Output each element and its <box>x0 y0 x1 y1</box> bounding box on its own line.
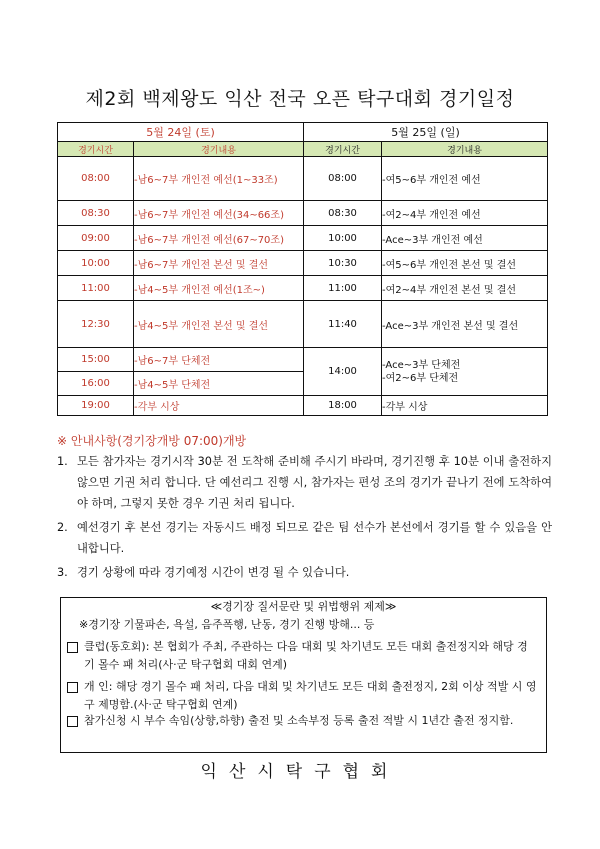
cell-time: 08:30 <box>58 201 134 226</box>
organization-name: 익산시탁구협회 <box>200 762 400 782</box>
table-row <box>58 396 548 416</box>
day1-header: 5월 24일 (토) <box>58 123 304 142</box>
cell-content: -남6~7부 개인전 예선(1~33조) <box>134 157 304 201</box>
checkbox-icon <box>67 716 78 727</box>
cell-content: -남6~7부 개인전 본선 및 결선 <box>134 251 304 276</box>
cell-time: 12:30 <box>58 301 134 348</box>
cell-time: 09:00 <box>58 226 134 251</box>
cell-time: 10:00 <box>304 226 382 251</box>
cell-time: 16:00 <box>58 372 134 396</box>
notice-text: 예선경기 후 본선 경기는 자동시드 배정 되므로 같은 팀 선수가 본선에서 경기를 할 수 있음을 안내합니다. <box>77 521 552 555</box>
cell-content: -남6~7부 개인전 예선(67~70조) <box>134 226 304 251</box>
page-title: 제2회 백제왕도 익산 전국 오픈 탁구대회 경기일정 <box>85 88 515 110</box>
cell-time: 10:00 <box>58 251 134 276</box>
notice-number: 3. <box>57 566 68 579</box>
notice-list <box>57 451 552 586</box>
rules-subtitle: ※경기장 기물파손, 욕설, 음주폭행, 난동, 경기 진행 방해... 등 <box>79 618 375 631</box>
cell-time: 08:00 <box>304 157 382 201</box>
cell-content: -Ace~3부 개인전 예선 <box>382 226 548 251</box>
rules-box <box>60 597 547 753</box>
team-event-line: -여2~6부 단체전 <box>382 372 459 384</box>
cell-content: -남4~5부 단체전 <box>134 372 304 396</box>
cell-time: 08:00 <box>58 157 134 201</box>
cell-content <box>382 348 548 396</box>
notice-text: 모든 참가자는 경기시작 30분 전 도착해 준비해 주시기 바라며, 경기진행 후 10분 이내 출전하지 않으면 기권 처리 합니다. 단 예선리그 진행 시, 참가자는 편성 조의 경기가 끝나기 전에 도착하여야 하며, 그렇지 못한 경우 기권 처리 됩니다. <box>77 455 552 510</box>
cell-time: 11:00 <box>304 276 382 301</box>
team-event-line: -Ace~3부 단체전 <box>382 359 461 371</box>
table-row <box>58 201 548 226</box>
notice-item <box>57 517 552 559</box>
notice-number: 2. <box>57 521 68 534</box>
col-content-1: 경기내용 <box>134 142 304 157</box>
cell-content: -각부 시상 <box>382 396 548 416</box>
cell-content: -여2~4부 개인전 예선 <box>382 201 548 226</box>
checkbox-icon <box>67 642 78 653</box>
notice-text: 경기 상황에 따라 경기예정 시간이 변경 될 수 있습니다. <box>77 566 350 579</box>
cell-content: -남4~5부 개인전 예선(1조~) <box>134 276 304 301</box>
cell-content: -각부 시상 <box>134 396 304 416</box>
col-time-1: 경기시간 <box>58 142 134 157</box>
table-row <box>58 276 548 301</box>
rule-text: 개 인: 해당 경기 몰수 패 처리, 다음 대회 및 차기년도 모든 대회 출전정지, 2회 이상 적발 시 영구 제명함.(사·군 탁구협회 연계) <box>84 680 537 711</box>
cell-time: 11:00 <box>58 276 134 301</box>
notice-title: ※ 안내사항(경기장개방 07:00)개방 <box>57 434 247 448</box>
checkbox-icon <box>67 682 78 693</box>
cell-time: 11:40 <box>304 301 382 348</box>
day2-header: 5월 25일 (일) <box>304 123 548 142</box>
table-row <box>58 157 548 201</box>
notice-number: 1. <box>57 455 68 468</box>
rules-title: ≪경기장 질서문란 및 위법행위 제제≫ <box>210 600 397 613</box>
cell-time: 10:30 <box>304 251 382 276</box>
rule-text: 참가신청 시 부수 속임(상향,하향) 출전 및 소속부정 등록 출전 적발 시 1년간 출전 정지함. <box>84 714 514 727</box>
cell-content: -남6~7부 단체전 <box>134 348 304 372</box>
table-row <box>58 226 548 251</box>
cell-time: 19:00 <box>58 396 134 416</box>
rule-item <box>67 638 537 674</box>
notice-item <box>57 451 552 514</box>
cell-content: -남4~5부 개인전 본선 및 결선 <box>134 301 304 348</box>
cell-content: -여2~4부 개인전 본선 및 결선 <box>382 276 548 301</box>
notice-item <box>57 562 552 583</box>
rule-item <box>67 712 537 730</box>
cell-time: 18:00 <box>304 396 382 416</box>
rule-text: 클럽(동호회): 본 협회가 주최, 주관하는 다음 대회 및 차기년도 모든 대회 출전정지와 해당 경기 몰수 패 처리(사·군 탁구협회 대회 연계) <box>84 640 528 671</box>
cell-content: -남6~7부 개인전 예선(34~66조) <box>134 201 304 226</box>
col-content-2: 경기내용 <box>382 142 548 157</box>
cell-content: -여5~6부 개인전 예선 <box>382 157 548 201</box>
cell-time: 15:00 <box>58 348 134 372</box>
cell-time: 14:00 <box>304 348 382 396</box>
cell-content: -여5~6부 개인전 본선 및 결선 <box>382 251 548 276</box>
table-row <box>58 251 548 276</box>
col-time-2: 경기시간 <box>304 142 382 157</box>
rule-item <box>67 678 537 714</box>
schedule-table <box>57 122 548 416</box>
cell-time: 08:30 <box>304 201 382 226</box>
table-row <box>58 348 548 372</box>
cell-content: -Ace~3부 개인전 본선 및 결선 <box>382 301 548 348</box>
table-row <box>58 301 548 348</box>
